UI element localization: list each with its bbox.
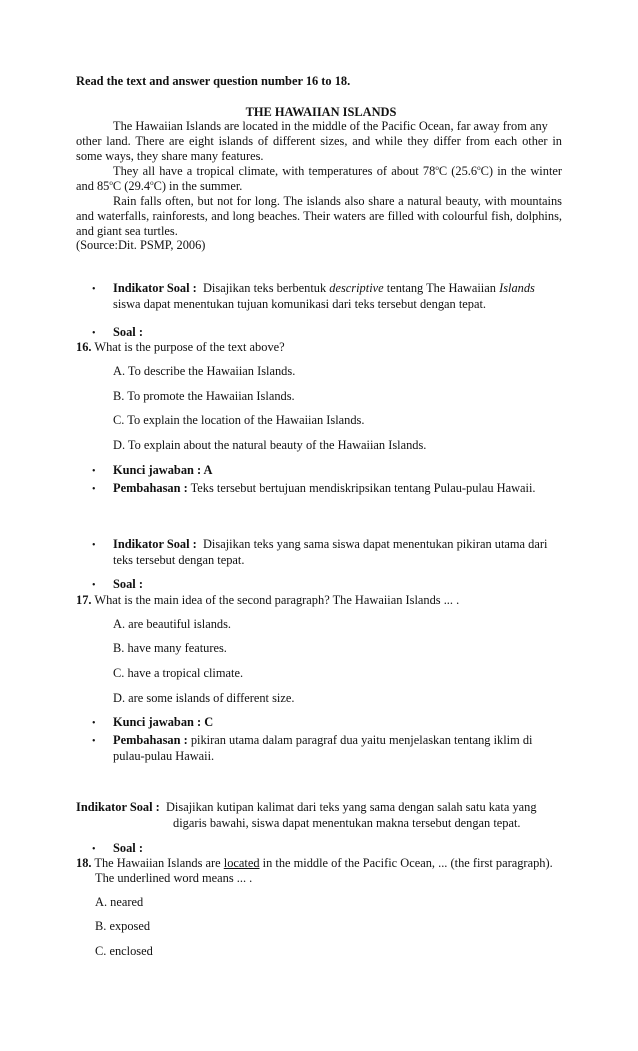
p2-text-c: C) in the winter [480, 164, 563, 178]
q18-question-text-a: The Hawaiian Islands are [94, 856, 221, 870]
q16-indikator-label: Indikator Soal : [113, 281, 197, 295]
p2-text-d: and 85 [76, 179, 110, 193]
p2-text-e: C (29.4 [112, 179, 151, 193]
q16-pembahasan-label: Pembahasan : [113, 481, 188, 495]
p2-text-f: C) in the summer. [153, 179, 243, 193]
q18-underlined-word: located [223, 856, 260, 870]
q17-question-text: What is the main idea of the second paragraph? The Hawaiian Islands ... . [94, 593, 460, 607]
passage-p3-line3: and giant sea turtles. [76, 224, 178, 238]
p2-text-a: They all have a tropical climate, with temperatures of about 78 [113, 164, 436, 178]
q17-pembahasan-text: pikiran utama dalam paragraf dua yaitu menjelaskan tentang iklim di [190, 733, 533, 747]
passage-title-text: THE HAWAIIAN ISLANDS [245, 105, 397, 119]
passage-p2-line1 [113, 164, 562, 179]
q18-question-line2: The underlined word means ... . [95, 871, 253, 885]
passage-title [0, 105, 638, 120]
q16-indikator-text-b: tentang The Hawaiian [386, 281, 496, 295]
q18-option-c[interactable]: C. enclosed [95, 944, 153, 958]
instruction-header: Read the text and answer question number 16 to 18. [76, 74, 351, 88]
q17-number: 17. [76, 593, 92, 607]
bullet-icon: • [92, 844, 96, 855]
q17-pembahasan [113, 733, 532, 748]
degree-mark: o [477, 163, 481, 172]
bullet-icon: • [92, 328, 96, 339]
q16-question-text: What is the purpose of the text above? [94, 340, 285, 354]
q16-option-c[interactable]: C. To explain the location of the Hawaiian Islands. [113, 413, 365, 427]
q17-answer-key: Kunci jawaban : C [113, 715, 214, 729]
q18-question [76, 856, 553, 871]
q16-number: 16. [76, 340, 92, 354]
passage-p2-line2 [76, 179, 562, 194]
q16-question [76, 340, 285, 355]
q17-indikator-line2: teks tersebut dengan tepat. [113, 553, 245, 567]
q17-option-d[interactable]: D. are some islands of different size. [113, 691, 295, 705]
passage-source: (Source:Dit. PSMP, 2006) [76, 238, 206, 252]
bullet-icon: • [92, 284, 96, 295]
q18-indikator-text: Disajikan kutipan kalimat dari teks yang sama dengan salah satu kata yang [165, 800, 537, 814]
q17-option-b[interactable]: B. have many features. [113, 641, 227, 655]
q17-indikator-text: Disajikan teks yang sama siswa dapat menentukan pikiran utama dari [202, 537, 548, 551]
q16-pembahasan-text: Teks tersebut bertujuan mendiskripsikan tentang Pulau-pulau Hawaii. [190, 481, 536, 495]
q16-indikator-text-a: Disajikan teks berbentuk [202, 281, 327, 295]
degree-mark: o [109, 178, 113, 187]
bullet-icon: • [92, 484, 96, 495]
q16-option-a[interactable]: A. To describe the Hawaiian Islands. [113, 364, 296, 378]
q16-option-b[interactable]: B. To promote the Hawaiian Islands. [113, 389, 295, 403]
q18-soal-label: Soal : [113, 841, 143, 855]
degree-mark: o [150, 178, 154, 187]
q17-pembahasan-label: Pembahasan : [113, 733, 188, 747]
q17-soal-label: Soal : [113, 577, 143, 591]
q17-option-a[interactable]: A. are beautiful islands. [113, 617, 232, 631]
degree-mark: o [435, 163, 439, 172]
bullet-icon: • [92, 540, 96, 551]
q17-pembahasan-line2: pulau-pulau Hawaii. [113, 749, 215, 763]
bullet-icon: • [92, 736, 96, 747]
q16-indikator [113, 281, 535, 296]
q17-question [76, 593, 459, 608]
passage-p1-line1: The Hawaiian Islands are located in the middle of the Pacific Ocean, far away from any [113, 119, 548, 133]
q18-indikator-line2: digaris bawahi, siswa dapat menentukan makna tersebut dengan tepat. [173, 816, 521, 830]
q17-indikator [113, 537, 547, 552]
q18-indikator-label: Indikator Soal : [76, 800, 160, 814]
bullet-icon: • [92, 718, 96, 729]
passage-p3-line1: Rain falls often, but not for long. The islands also share a natural beauty, with mountains [113, 194, 562, 208]
passage-p1-line2: other land. There are eight islands of different sizes, and while they differ from each other in [76, 134, 562, 148]
q16-indikator-line2: siswa dapat menentukan tujuan komunikasi dari teks tersebut dengan tepat. [113, 297, 486, 311]
q16-pembahasan [113, 481, 536, 496]
passage-p3-line2: and waterfalls, rainforests, and long beaches. Their waters are filled with colourful fish, dolphins, [76, 209, 562, 223]
p2-text-b: C (25.6 [438, 164, 478, 178]
q16-answer-key: Kunci jawaban : A [113, 463, 213, 477]
bullet-icon: • [92, 580, 96, 591]
q18-option-b[interactable]: B. exposed [95, 919, 151, 933]
q18-indikator [76, 800, 537, 815]
q17-indikator-label: Indikator Soal : [113, 537, 197, 551]
q16-option-d[interactable]: D. To explain about the natural beauty of the Hawaiian Islands. [113, 438, 427, 452]
q16-soal-label: Soal : [113, 325, 143, 339]
q16-indikator-em: descriptive [329, 281, 384, 295]
q16-indikator-em2: Islands [499, 281, 535, 295]
q18-option-a[interactable]: A. neared [95, 895, 144, 909]
q18-number: 18. [76, 856, 92, 870]
bullet-icon: • [92, 466, 96, 477]
passage-p1-line3: some ways, they share many features. [76, 149, 264, 163]
q17-option-c[interactable]: C. have a tropical climate. [113, 666, 244, 680]
q18-question-text-b: in the middle of the Pacific Ocean, ... (the first paragraph). [262, 856, 553, 870]
